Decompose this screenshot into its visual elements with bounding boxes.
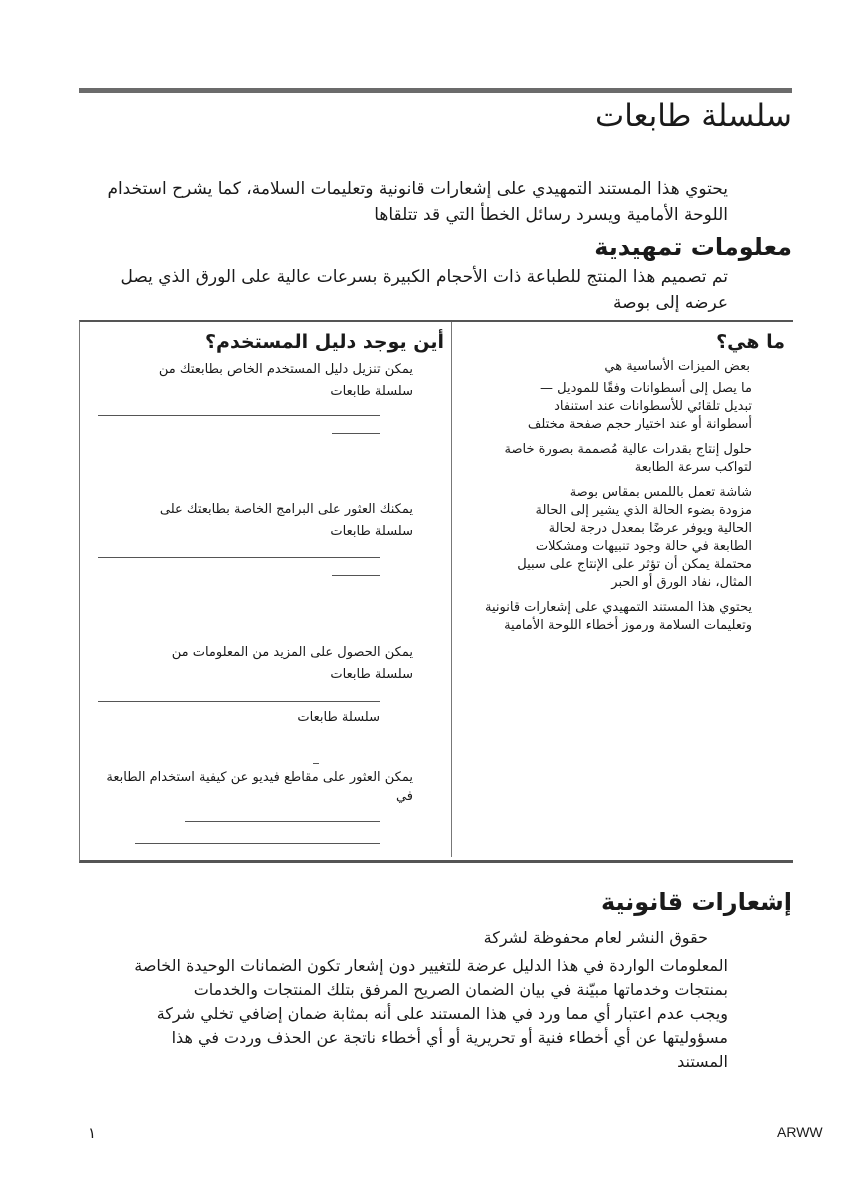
- feature-item: شاشة تعمل باللمس بمقاس بوصة مزودة بضوء الحالة الذي يشير إلى الحالة الحالية ويوفر عرضًا بمعدل درجة لحالة الطابعة في حالة وجود تنبيهات ومشكلات محتملة يمكن أن تؤثر على الإنتاج على سبيل المثال، نفاد الورق أو الحبر: [517, 485, 752, 590]
- dash-mark: [313, 763, 319, 764]
- info-line-2: عرضه إلى بوصة: [612, 293, 728, 313]
- more-info-text: يمكن الحصول على المزيد من المعلومات من: [171, 645, 413, 660]
- more-info-url-line: [98, 701, 380, 702]
- info-heading: معلومات تمهيدية: [594, 233, 792, 261]
- user-guide-heading: أين يوجد دليل المستخدم؟: [205, 331, 444, 353]
- video-text: يمكن العثور على مقاطع فيديو عن كيفية استخدام الطابعة: [106, 770, 413, 785]
- feature-item: يحتوي هذا المستند التمهيدي على إشعارات قانونية وتعليمات السلامة ورموز أخطاء اللوحة الأمامية: [485, 600, 752, 633]
- info-line-1: تم تصميم هذا المنتج للطباعة ذات الأحجام الكبيرة بسرعات عالية على الورق الذي يصل: [120, 267, 728, 287]
- page-title: سلسلة طابعات: [595, 98, 792, 134]
- more-info-series-label: سلسلة طابعات: [330, 667, 413, 682]
- guide-download-text: يمكن تنزيل دليل المستخدم الخاص بطابعتك من: [158, 362, 413, 377]
- page-number: ١: [88, 1124, 97, 1142]
- intro-line-2: اللوحة الأمامية ويسرد رسائل الخطأ التي قد تتلقاها: [374, 205, 728, 225]
- table-column-divider: [451, 322, 452, 857]
- features-intro: بعض الميزات الأساسية هي: [604, 359, 750, 374]
- video-url-line: [135, 843, 380, 844]
- feature-item: حلول إنتاج بقدرات عالية مُصممة بصورة خاصة لتواكب سرعة الطابعة: [504, 442, 752, 475]
- software-series-label: سلسلة طابعات: [330, 524, 413, 539]
- legal-body: المعلومات الواردة في هذا الدليل عرضة للتغيير دون إشعار تكون الضمانات الوحيدة الخاصة بمنتجات وخدماتها مبيّنة في بيان الضمان الصريح المرفق بتلك المنتجات والخدمات ويجب عدم اعتبار أي مما ورد في هذا المستند على أنه بمثابة ضمان إضافي تخلي شركة مسؤوليتها عن أي أخطاء فنية أو تحريرية أو أي أخطاء ناتجة عن الحذف وردت في هذا المستند: [134, 956, 728, 1071]
- software-url-line: [332, 575, 380, 576]
- software-text: يمكنك العثور على البرامج الخاصة بطابعتك على: [159, 502, 413, 517]
- video-url-line: [185, 821, 380, 822]
- intro-paragraph: [68, 176, 728, 228]
- document-code: ARWW: [777, 1124, 823, 1140]
- guide-series-label: سلسلة طابعات: [330, 384, 413, 399]
- legal-heading: إشعارات قانونية: [600, 888, 792, 916]
- guide-url-line: [98, 415, 380, 416]
- intro-line-1: يحتوي هذا المستند التمهيدي على إشعارات قانونية وتعليمات السلامة، كما يشرح استخدام: [107, 179, 728, 199]
- copyright-line: حقوق النشر لعام محفوظة لشركة: [483, 928, 708, 947]
- top-rule: [79, 88, 792, 93]
- software-url-line: [98, 557, 380, 558]
- guide-url-line: [332, 433, 380, 434]
- support-series-label: سلسلة طابعات: [297, 710, 380, 725]
- video-text-in: في: [395, 789, 413, 804]
- info-paragraph: [68, 264, 728, 316]
- features-heading: ما هي؟: [716, 331, 785, 353]
- feature-list: [485, 380, 752, 642]
- feature-item: ما يصل إلى أسطوانات وفقًا للموديل — تبديل تلقائي للأسطوانات عند استنفاد أسطوانة أو عند اختيار حجم صفحة مختلف: [527, 381, 752, 432]
